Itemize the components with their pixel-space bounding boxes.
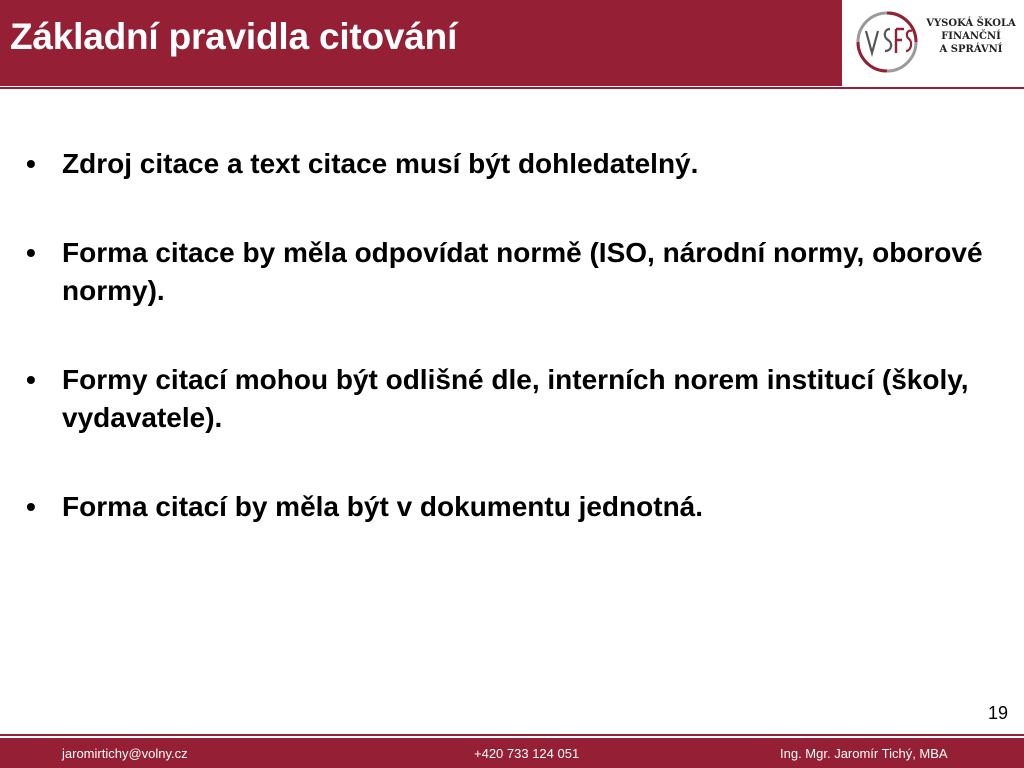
bullet-marker: • <box>26 491 36 522</box>
page-number: 19 <box>987 703 1008 723</box>
bullet-text: Forma citace by měla odpovídat normě (ISO, národní normy, oborové normy). <box>62 237 983 306</box>
bullet-list <box>24 145 984 577</box>
bullet-marker: • <box>26 148 36 179</box>
footer-author: Ing. Mgr. Jaromír Tichý, MBA <box>780 746 948 761</box>
logo-line-2: FINANČNÍ <box>941 31 1001 42</box>
bullet-item <box>24 361 984 437</box>
logo <box>842 0 1024 86</box>
logo-text <box>922 17 1020 56</box>
slide-title: Základní pravidla citování <box>10 16 458 57</box>
footer-email: jaromirtichy@volny.cz <box>62 746 188 761</box>
bullet-item <box>24 234 984 310</box>
header-divider <box>0 87 1024 89</box>
footer-divider <box>0 734 1024 736</box>
footer-phone: +420 733 124 051 <box>474 746 580 761</box>
logo-line-1: VYSOKÁ ŠKOLA <box>926 18 1016 29</box>
bullet-item <box>24 488 984 526</box>
bullet-item <box>24 145 984 183</box>
bullet-marker: • <box>26 364 36 395</box>
bullet-text: Forma citací by měla být v dokumentu jednotná. <box>62 491 704 522</box>
logo-line-3: A SPRÁVNÍ <box>939 44 1003 55</box>
title-bar <box>0 0 842 86</box>
bullet-marker: • <box>26 237 36 268</box>
bullet-text: Formy citací mohou být odlišné dle, interních norem institucí (školy, vydavatele). <box>62 364 969 433</box>
bullet-text: Zdroj citace a text citace musí být dohledatelný. <box>62 148 699 179</box>
footer-bar <box>0 738 1024 768</box>
vsfs-logo-icon <box>854 9 920 75</box>
